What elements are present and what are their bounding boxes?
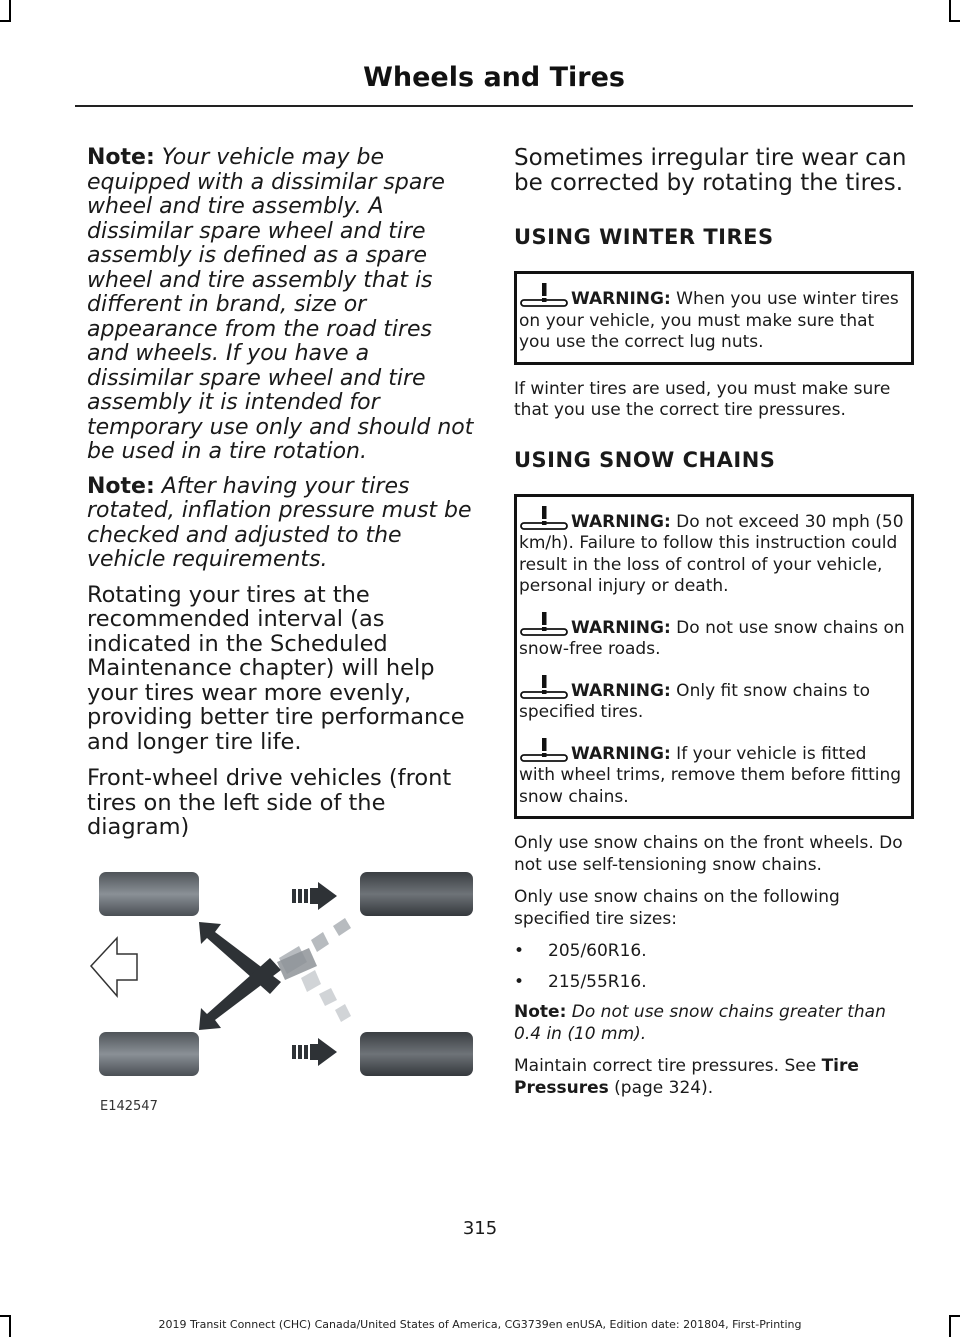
- warning-item: [519, 737, 905, 809]
- right-column: [514, 146, 914, 1110]
- tire-rear-left: [360, 872, 473, 916]
- warning-item: [519, 674, 905, 724]
- warning-icon: [519, 611, 569, 637]
- warning-label: WARNING:: [571, 289, 671, 309]
- rotation-paragraph: Rotating your tires at the recommended interval (as indicated in the Scheduled Maintenance chapter) will help your tires wear more evenly, providing better tire performance and longer tire life.: [87, 581, 465, 755]
- crop-mark: [949, 20, 960, 22]
- note-text: Your vehicle may be equipped with a dissimilar spare wheel and tire assembly. A dissimilar spare wheel and tire assembly is defined as a spare wheel and tire assembly that is different in brand, size or appearance from the road tires and wheels. If you have a dissimilar spare wheel and tire assembly it is intended for temporary use only and should not be used in a tire rotation.: [87, 145, 474, 464]
- note-inflation: [87, 475, 475, 573]
- note-chain-size: [514, 1002, 914, 1045]
- note-text: Do not use snow chains greater than 0.4 in (10 mm).: [514, 1002, 886, 1044]
- maintain-pressure-paragraph: [514, 1056, 914, 1099]
- warning-box-chains: [514, 494, 914, 820]
- note-text: After having your tires rotated, inflation pressure must be checked and adjusted to the vehicle requirements.: [87, 473, 472, 572]
- warning-label: WARNING:: [571, 743, 671, 764]
- list-item: [514, 972, 914, 994]
- warning-icon: [519, 505, 569, 531]
- maintain-text: Maintain correct tire pressures. See: [514, 1056, 822, 1076]
- crop-mark: [0, 1315, 11, 1317]
- bullet-symbol: •: [514, 971, 525, 992]
- warning-item: [519, 282, 905, 354]
- warning-icon: [519, 282, 569, 308]
- header-divider: [75, 105, 913, 107]
- bullet-symbol: •: [514, 941, 525, 961]
- page-number: 315: [462, 1218, 498, 1239]
- direction-arrow-icon: [91, 938, 137, 996]
- winter-pressure-paragraph: If winter tires are used, you must make sure that you use the correct tire pressures.: [514, 378, 891, 420]
- arrow-bottom-right: [292, 1038, 337, 1066]
- warning-label: WARNING:: [571, 680, 671, 701]
- warning-icon: [519, 737, 569, 763]
- irregular-wear-paragraph: Sometimes irregular tire wear can be corrected by rotating the tires.: [514, 145, 907, 196]
- warning-item: [519, 505, 905, 598]
- warning-label: WARNING:: [571, 511, 671, 532]
- note-label: Note:: [87, 145, 155, 170]
- warning-text: Only fit snow chains to specified tires.: [519, 680, 871, 722]
- diagonal-arrow-to-front-left: [199, 922, 281, 994]
- tire-rear-right: [360, 1032, 473, 1076]
- note-label: Note:: [514, 1002, 567, 1022]
- note-label: Note:: [87, 473, 155, 499]
- tire-pressures-link[interactable]: Tire Pressures: [514, 1056, 859, 1098]
- crop-mark: [949, 1315, 960, 1317]
- front-wheels-paragraph: Only use snow chains on the front wheels. Do not use self-tensioning snow chains.: [514, 833, 903, 875]
- note-dissimilar-spare: [87, 146, 475, 465]
- tire-rotation-diagram: [87, 866, 475, 1114]
- warning-label: WARNING:: [571, 617, 671, 638]
- warning-text: Do not exceed 30 mph (50 km/h). Failure to follow this instruction could result in the loss of control of your vehicle, personal injury or death.: [519, 511, 904, 596]
- heading-winter-tires: USING WINTER TIRES: [514, 225, 774, 249]
- tire-sizes-paragraph: Only use snow chains on the following specified tire sizes:: [514, 887, 840, 929]
- footer-text: 2019 Transit Connect (CHC) Canada/United States of America, CG3739en enUSA, Edition date: 201804, First-Printing: [158, 1318, 802, 1331]
- warning-icon: [519, 674, 569, 700]
- diagonal-arrow-to-front-right: [199, 958, 281, 1030]
- fwd-paragraph: Front-wheel drive vehicles (front tires on the left side of the diagram): [87, 765, 452, 840]
- tire-size: 205/60R16.: [548, 941, 647, 961]
- warning-item: [519, 611, 905, 661]
- page-title: Wheels and Tires: [363, 62, 625, 93]
- figure-code: E142547: [100, 1099, 158, 1114]
- tire-front-right: [99, 1032, 199, 1076]
- crop-mark: [0, 20, 11, 22]
- warning-text: If your vehicle is fitted with wheel trims, remove them before fitting snow chains.: [519, 743, 902, 807]
- page-reference: (page 324).: [608, 1077, 714, 1098]
- warning-box-winter: [514, 271, 914, 365]
- warning-text: Do not use snow chains on snow-free roads.: [519, 617, 905, 659]
- arrow-top-right: [292, 882, 337, 910]
- left-column: [87, 146, 475, 852]
- list-item: [514, 941, 914, 963]
- dashed-arrow-down: [301, 970, 351, 1022]
- tire-rotation-illustration: [87, 866, 475, 1114]
- heading-snow-chains: USING SNOW CHAINS: [514, 447, 776, 472]
- tire-front-left: [99, 872, 199, 916]
- tire-size: 215/55R16.: [548, 971, 647, 992]
- warning-text: When you use winter tires on your vehicle, you must make sure that you use the correct lug nuts.: [519, 289, 899, 352]
- crop-mark: [949, 0, 951, 22]
- crop-mark: [9, 0, 11, 22]
